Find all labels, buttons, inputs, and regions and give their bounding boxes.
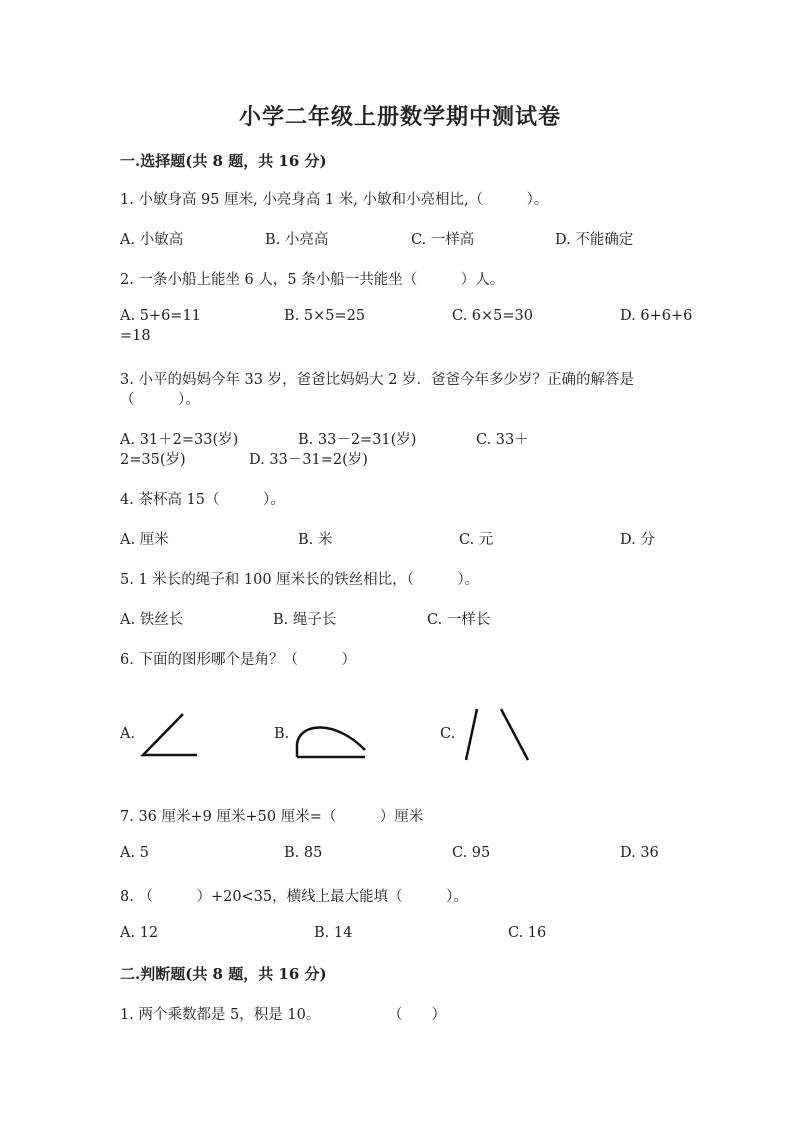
q3-option-d: D. 33－31=2(岁) [249, 452, 368, 468]
q1-option-c: C. 一样高 [411, 232, 475, 248]
question-4: 4. 茶杯高 15（ ）。 [120, 492, 285, 508]
q6-figure-a-angle-shape [140, 712, 200, 760]
q2-option-d: D. 6+6+6 [620, 308, 693, 324]
q2-option-b: B. 5×5=25 [284, 308, 366, 324]
section-heading-judgement: 二.判断题(共 8 题，共 16 分) [120, 965, 327, 983]
q8-option-a: A. 12 [120, 925, 159, 941]
q7-option-a: A. 5 [120, 845, 149, 861]
q4-option-c: C. 元 [459, 532, 494, 548]
section-heading-choice: 一.选择题(共 8 题，共 16 分) [120, 152, 327, 170]
q1-option-d: D. 不能确定 [555, 232, 634, 248]
q6-option-a: A. [120, 726, 136, 742]
q6-figure-c-two-lines-shape [460, 706, 532, 762]
q3-option-a: A. 31＋2=33(岁) [120, 432, 239, 448]
judgement-question-1: 1. 两个乘数都是 5，积是 10。 [120, 1007, 321, 1023]
question-3-continued: （ ）。 [120, 392, 200, 408]
q8-option-c: C. 16 [508, 925, 547, 941]
question-7: 7. 36 厘米+9 厘米+50 厘米=（ ）厘米 [120, 809, 424, 825]
question-3: 3. 小平的妈妈今年 33 岁，爸爸比妈妈大 2 岁．爸爸今年多少岁？正确的解答是 [120, 372, 635, 388]
q3-option-c-continued: 2=35(岁) [120, 452, 186, 468]
q6-figure-b-curve-shape [294, 718, 370, 760]
question-5: 5. 1 米长的绳子和 100 厘米长的铁丝相比，（ ）。 [120, 572, 480, 588]
q7-option-b: B. 85 [284, 845, 323, 861]
question-6: 6. 下面的图形哪个是角？（ ） [120, 652, 356, 668]
q5-option-c: C. 一样长 [427, 612, 491, 628]
question-8: 8. （ ）+20<35，横线上最大能填（ ）。 [120, 889, 468, 905]
q7-option-d: D. 36 [620, 845, 659, 861]
q7-option-c: C. 95 [452, 845, 491, 861]
question-2: 2. 一条小船上能坐 6 人，5 条小船一共能坐（ ）人。 [120, 272, 505, 288]
q5-option-b: B. 绳子长 [273, 612, 337, 628]
q5-option-a: A. 铁丝长 [120, 612, 184, 628]
q3-option-c: C. 33＋ [476, 432, 529, 448]
q6-option-b: B. [274, 726, 290, 742]
q8-option-b: B. 14 [314, 925, 353, 941]
q1-option-a: A. 小敏高 [120, 232, 184, 248]
judgement-question-1-bracket: （ ） [388, 1007, 446, 1023]
q1-option-b: B. 小亮高 [265, 232, 329, 248]
q3-option-b: B. 33－2=31(岁) [298, 432, 417, 448]
q4-option-a: A. 厘米 [120, 532, 169, 548]
q4-option-d: D. 分 [620, 532, 655, 548]
q2-option-c: C. 6×5=30 [452, 308, 533, 324]
question-1: 1. 小敏身高 95 厘米, 小亮身高 1 米, 小敏和小亮相比,（ ）。 [120, 192, 549, 208]
q4-option-b: B. 米 [298, 532, 333, 548]
q2-option-a: A. 5+6=11 [120, 308, 201, 324]
page-title: 小学二年级上册数学期中测试卷 [238, 104, 561, 130]
q6-option-c: C. [440, 726, 456, 742]
q2-option-d-continued: =18 [120, 328, 151, 344]
